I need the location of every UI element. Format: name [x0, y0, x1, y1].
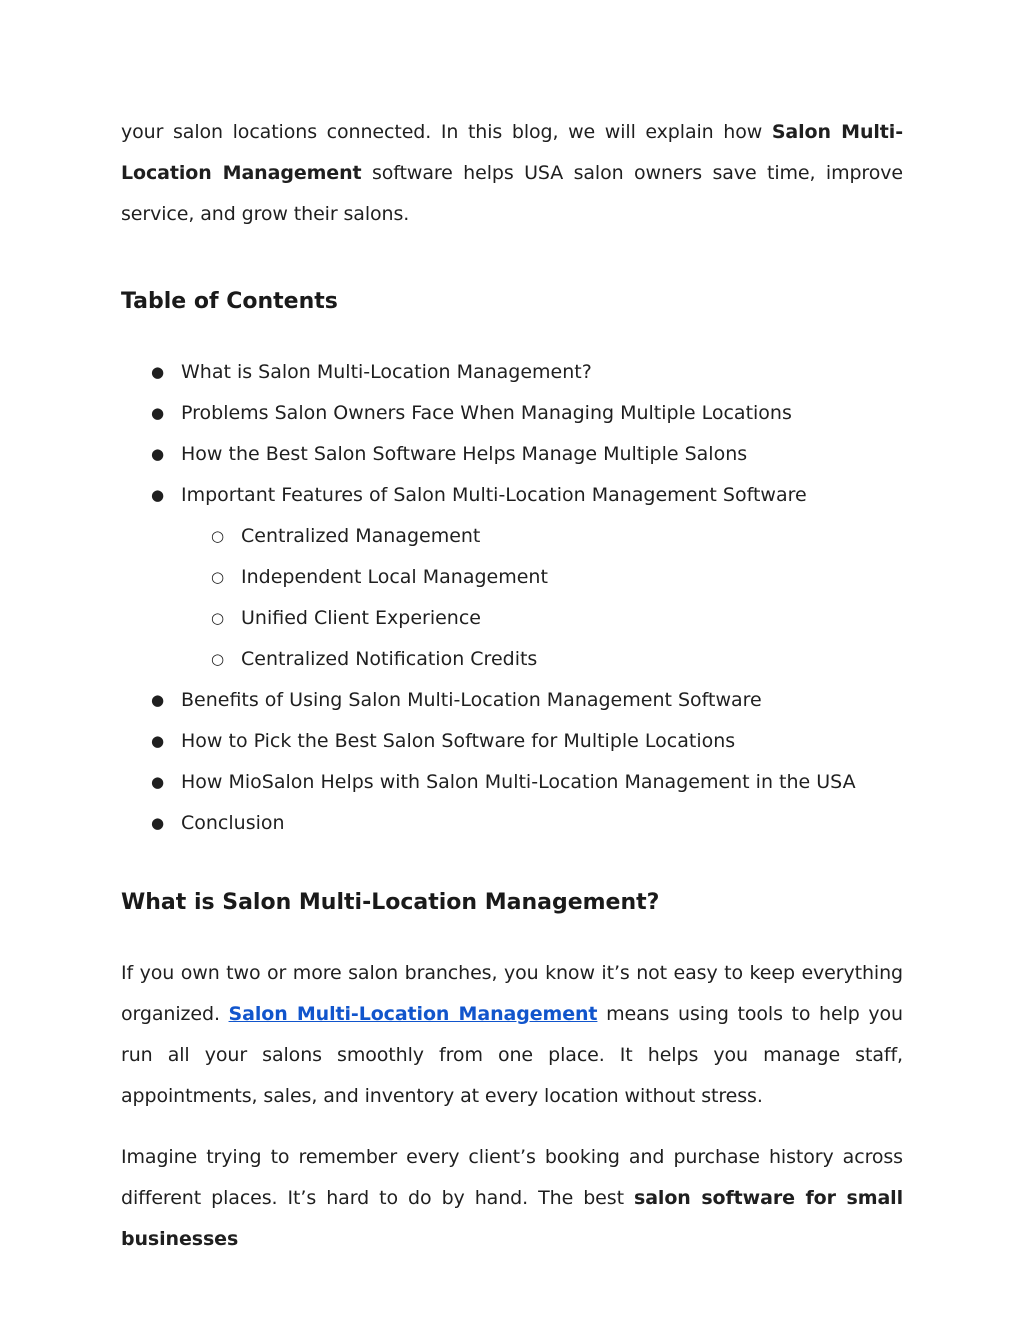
para2-bold-term: salon software for small businesses — [121, 1187, 903, 1250]
bullet-icon: ● — [151, 773, 165, 791]
toc-item-label: How the Best Salon Software Helps Manage Multiple Salons — [181, 443, 748, 465]
toc-item[interactable] — [121, 352, 903, 393]
para1-text-before: If you own two or more salon branches, you know it’s not easy to keep everything organized. — [121, 962, 903, 1025]
toc-subitem[interactable] — [121, 557, 903, 598]
bullet-icon: ● — [151, 691, 165, 709]
hollow-bullet-icon: ○ — [211, 568, 225, 586]
toc-item-label: How to Pick the Best Salon Software for Multiple Locations — [181, 730, 736, 752]
toc-item-label: How MioSalon Helps with Salon Multi-Location Management in the USA — [181, 771, 856, 793]
bullet-icon: ● — [151, 445, 165, 463]
toc-item[interactable] — [121, 393, 903, 434]
toc-item[interactable] — [121, 803, 903, 844]
toc-item-label: Important Features of Salon Multi-Location Management Software — [181, 484, 807, 506]
toc-subitem-label: Centralized Notification Credits — [241, 648, 538, 670]
section-paragraph-2 — [121, 1137, 903, 1260]
intro-bold-term: Salon Multi-Location Management — [121, 121, 903, 184]
hollow-bullet-icon: ○ — [211, 609, 225, 627]
intro-paragraph — [121, 112, 903, 235]
toc-heading: Table of Contents — [121, 289, 338, 314]
para2-text-before: Imagine trying to remember every client’s booking and purchase history across different places. It’s hard to do by hand. The best — [121, 1146, 903, 1209]
bullet-icon: ● — [151, 404, 165, 422]
intro-text-after: software helps USA salon owners save time, improve service, and grow their salons. — [121, 162, 903, 225]
toc-subitem-label: Independent Local Management — [241, 566, 548, 588]
toc-subitem[interactable] — [121, 639, 903, 680]
bullet-icon: ● — [151, 486, 165, 504]
toc-item[interactable] — [121, 680, 903, 721]
hollow-bullet-icon: ○ — [211, 650, 225, 668]
bullet-icon: ● — [151, 814, 165, 832]
toc-subitem[interactable] — [121, 598, 903, 639]
toc-item-label: Conclusion — [181, 812, 285, 834]
toc-item[interactable] — [121, 434, 903, 475]
bullet-icon: ● — [151, 732, 165, 750]
section-heading: What is Salon Multi-Location Management? — [121, 890, 660, 915]
toc-item-label: Problems Salon Owners Face When Managing Multiple Locations — [181, 402, 792, 424]
hollow-bullet-icon: ○ — [211, 527, 225, 545]
toc-item[interactable] — [121, 762, 903, 803]
salon-multi-location-link[interactable]: Salon Multi-Location Management — [228, 1003, 598, 1025]
table-of-contents — [121, 352, 903, 844]
para1-text-after: means using tools to help you run all your salons smoothly from one place. It helps you manage staff, appointments, sales, and inventory at every location without stress. — [121, 1003, 903, 1107]
toc-subitem[interactable] — [121, 516, 903, 557]
toc-subitem-label: Centralized Management — [241, 525, 481, 547]
section-paragraph-1 — [121, 953, 903, 1117]
document-page — [121, 112, 903, 1260]
toc-item-label: Benefits of Using Salon Multi-Location Management Software — [181, 689, 762, 711]
toc-item[interactable] — [121, 721, 903, 762]
intro-text-before: your salon locations connected. In this blog, we will explain how — [121, 121, 772, 143]
bullet-icon: ● — [151, 363, 165, 381]
toc-item[interactable] — [121, 475, 903, 516]
toc-item-label: What is Salon Multi-Location Management? — [181, 361, 592, 383]
toc-subitem-label: Unified Client Experience — [241, 607, 481, 629]
